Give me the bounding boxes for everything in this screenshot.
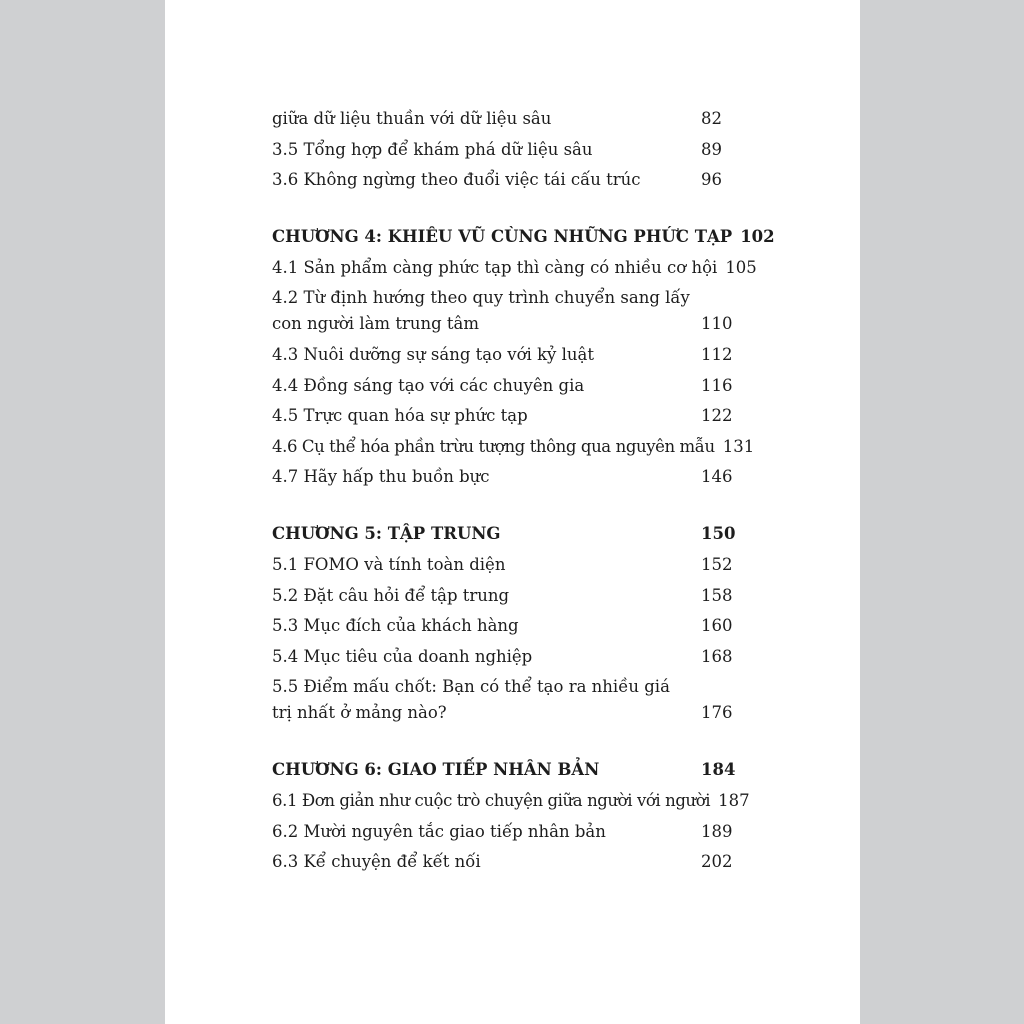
chapter-heading: [272, 224, 775, 250]
toc-entry-page: 112: [701, 344, 733, 364]
toc-entry: [272, 674, 737, 726]
chapter-heading: [272, 521, 737, 547]
toc-entry: [272, 583, 737, 609]
toc-entry: [272, 788, 750, 814]
toc-entry-page: 122: [701, 406, 733, 426]
toc-entry: [272, 434, 755, 460]
toc-entry-page: 131: [722, 436, 755, 456]
toc-entry-title: 5.3 Mục đích của khách hàng: [272, 616, 519, 636]
toc-entry-page: 89: [701, 139, 722, 159]
toc-entry-page: 146: [701, 467, 733, 487]
chapter-title: CHƯƠNG 5: TẬP TRUNG: [272, 524, 501, 544]
chapter-page: 150: [701, 524, 736, 544]
chapter-title: CHƯƠNG 6: GIAO TIẾP NHÂN BẢN: [272, 760, 600, 780]
toc-entry: [272, 167, 737, 193]
toc-entry: [272, 106, 737, 132]
toc-entry-page: 176: [701, 703, 733, 723]
toc-entry: [272, 373, 737, 399]
toc-entry-title: 4.5 Trực quan hóa sự phức tạp: [272, 406, 528, 426]
toc-entry: [272, 342, 737, 368]
toc-entry-page: 96: [701, 170, 722, 190]
toc-entry-page: 160: [701, 616, 733, 636]
toc-entry-title: 4.3 Nuôi dưỡng sự sáng tạo với kỷ luật: [272, 344, 594, 364]
toc-entry: [272, 613, 737, 639]
toc-entry-title: 4.4 Đồng sáng tạo với các chuyên gia: [272, 375, 585, 395]
toc-entry-title: 6.3 Kể chuyện để kết nối: [272, 852, 481, 872]
toc-entry: [272, 552, 737, 578]
toc-entry-page: 189: [701, 821, 733, 841]
book-page: [165, 0, 860, 1024]
toc-entry-title: 5.5 Điểm mấu chốt: Bạn có thể tạo ra nhiều giá trị nhất ở mảng nào?: [272, 677, 670, 723]
chapter-page: 184: [701, 760, 736, 780]
toc-entry-title: giữa dữ liệu thuần với dữ liệu sâu: [272, 109, 552, 128]
chapter-title: CHƯƠNG 4: KHIÊU VŨ CÙNG NHỮNG PHỨC TẠP: [272, 227, 733, 247]
toc-entry-page: 152: [701, 554, 733, 574]
toc-entry-page: 158: [701, 585, 733, 605]
toc-entry-title: 4.1 Sản phẩm càng phức tạp thì càng có nhiều cơ hội: [272, 257, 718, 277]
toc-entry-title: 6.2 Mười nguyên tắc giao tiếp nhân bản: [272, 821, 606, 841]
toc-entry-title: 5.4 Mục tiêu của doanh nghiệp: [272, 646, 533, 666]
toc-entry-title: 4.2 Từ định hướng theo quy trình chuyển sang lấy con người làm trung tâm: [272, 288, 690, 334]
toc-entry: [272, 819, 737, 845]
toc-entry-title: 5.2 Đặt câu hỏi để tập trung: [272, 585, 510, 605]
toc-entry: [272, 644, 737, 670]
toc-entry-title: 3.6 Không ngừng theo đuổi việc tái cấu trúc: [272, 170, 641, 190]
toc-entry-page: 105: [725, 257, 757, 277]
toc-entry: [272, 464, 737, 490]
toc-entry: [272, 849, 737, 875]
toc-entry: [272, 137, 737, 163]
toc-entry-page: 110: [701, 314, 733, 334]
toc-entry-title: 6.1 Đơn giản như cuộc trò chuyện giữa người với người: [272, 790, 711, 810]
toc-entry-title: 4.7 Hãy hấp thu buồn bực: [272, 467, 490, 487]
toc-entry-title: 3.5 Tổng hợp để khám phá dữ liệu sâu: [272, 139, 593, 159]
toc-entry: [272, 403, 737, 429]
chapter-page: 102: [740, 227, 775, 247]
toc-entry-page: 82: [701, 109, 722, 128]
chapter-heading: [272, 757, 737, 783]
toc-entry: [272, 285, 737, 337]
toc-entry-title: 5.1 FOMO và tính toàn diện: [272, 554, 506, 574]
table-of-contents: [272, 106, 775, 880]
toc-entry: [272, 255, 757, 281]
toc-entry-title: 4.6 Cụ thể hóa phần trừu tượng thông qua nguyên mẫu: [272, 436, 715, 456]
toc-entry-page: 116: [701, 375, 733, 395]
toc-entry-page: 168: [701, 646, 733, 666]
toc-entry-page: 202: [701, 852, 733, 872]
toc-entry-page: 187: [718, 790, 750, 810]
